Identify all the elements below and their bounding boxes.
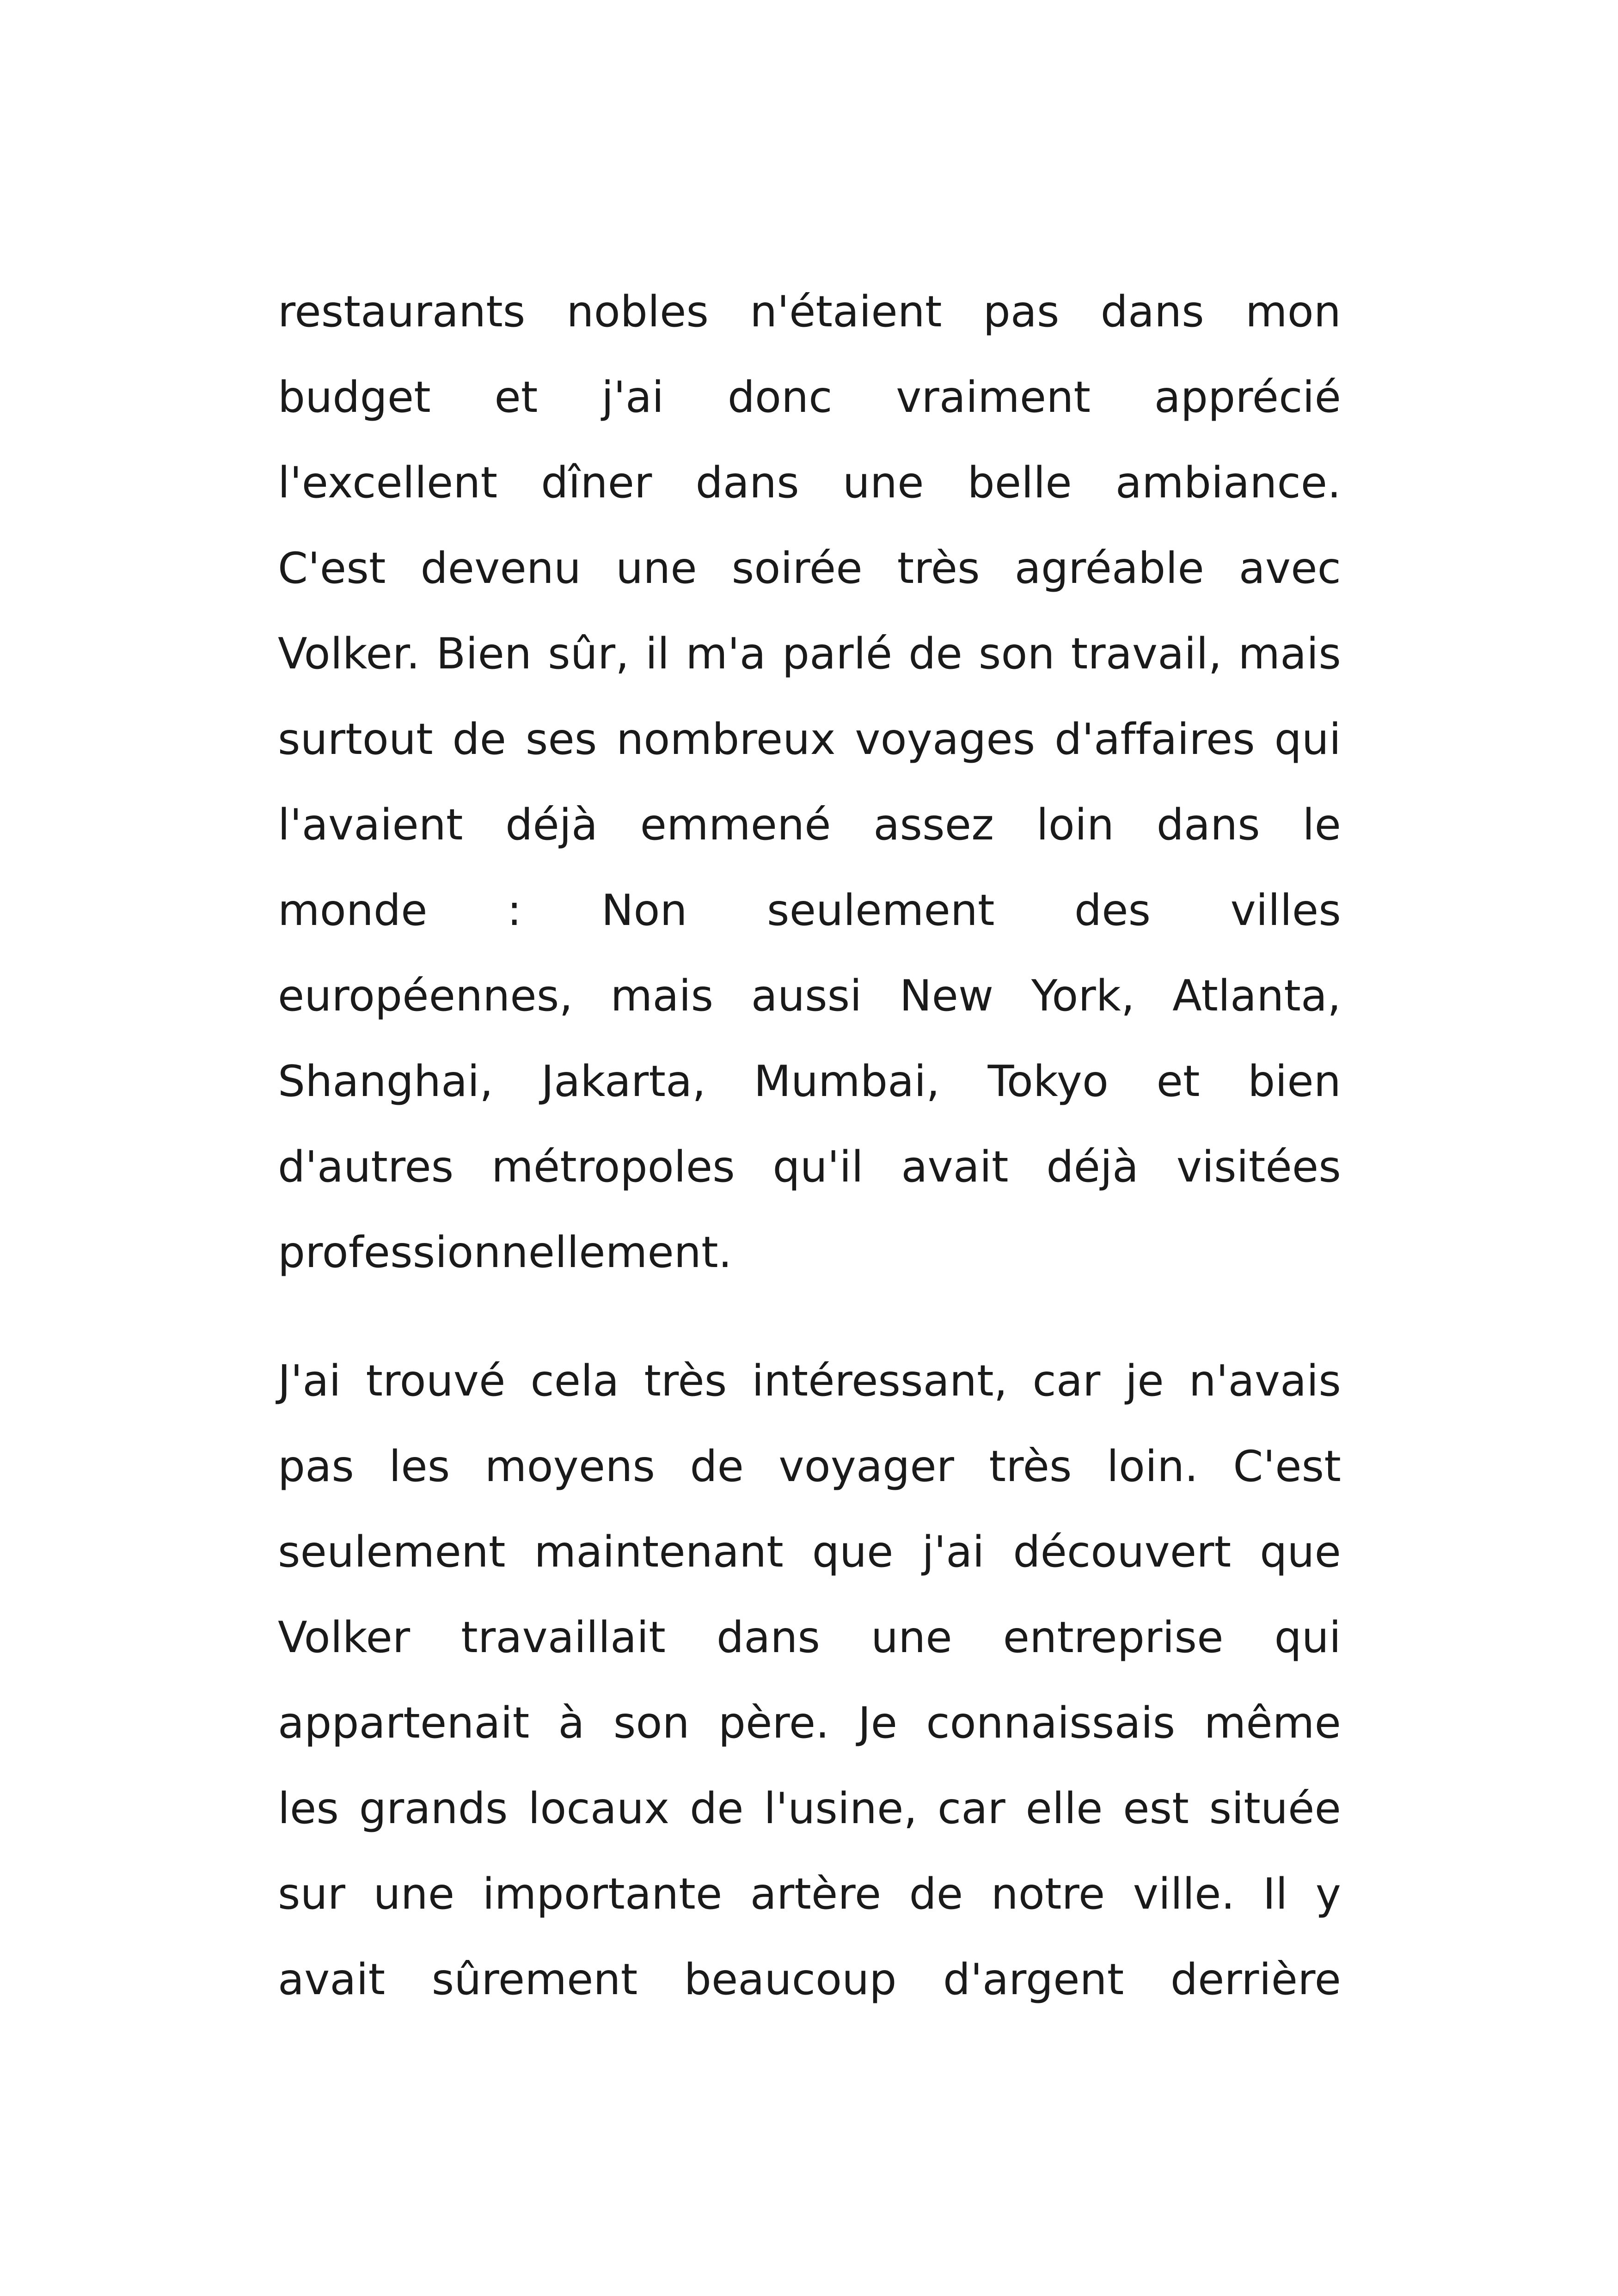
- text-line: budget et j'ai donc vraiment apprécié: [278, 372, 1341, 422]
- text-line: l'excellent dîner dans une belle ambiance.: [278, 458, 1341, 508]
- paragraph-1: [278, 269, 1341, 1295]
- text-line: monde : Non seulement des villes: [278, 885, 1341, 935]
- text-line: l'avaient déjà emmené assez loin dans le: [278, 800, 1341, 850]
- text-line: les grands locaux de l'usine, car elle est située: [278, 1783, 1341, 1833]
- text-line: pas les moyens de voyager très loin. C'est: [278, 1441, 1341, 1491]
- text-line: Volker travaillait dans une entreprise qui: [278, 1612, 1341, 1662]
- text-line: d'autres métropoles qu'il avait déjà visitées: [278, 1142, 1341, 1192]
- text-line: appartenait à son père. Je connaissais même: [278, 1698, 1341, 1748]
- text-line: avait sûrement beaucoup d'argent derrière: [278, 1954, 1341, 2004]
- paragraph-2: [278, 1338, 1341, 2022]
- text-line: surtout de ses nombreux voyages d'affaires qui: [278, 714, 1341, 764]
- text-line: sur une importante artère de notre ville. Il y: [278, 1869, 1341, 1919]
- text-line: professionnellement.: [278, 1227, 732, 1277]
- text-line: seulement maintenant que j'ai découvert que: [278, 1527, 1341, 1577]
- text-line: Shanghai, Jakarta, Mumbai, Tokyo et bien: [278, 1056, 1341, 1106]
- text-line: européennes, mais aussi New York, Atlanta,: [278, 971, 1341, 1021]
- text-line: C'est devenu une soirée très agréable avec: [278, 543, 1341, 593]
- text-line: J'ai trouvé cela très intéressant, car je n'avais: [278, 1356, 1341, 1406]
- text-line: restaurants nobles n'étaient pas dans mon: [278, 287, 1341, 337]
- text-line: Volker. Bien sûr, il m'a parlé de son travail, mais: [278, 629, 1341, 679]
